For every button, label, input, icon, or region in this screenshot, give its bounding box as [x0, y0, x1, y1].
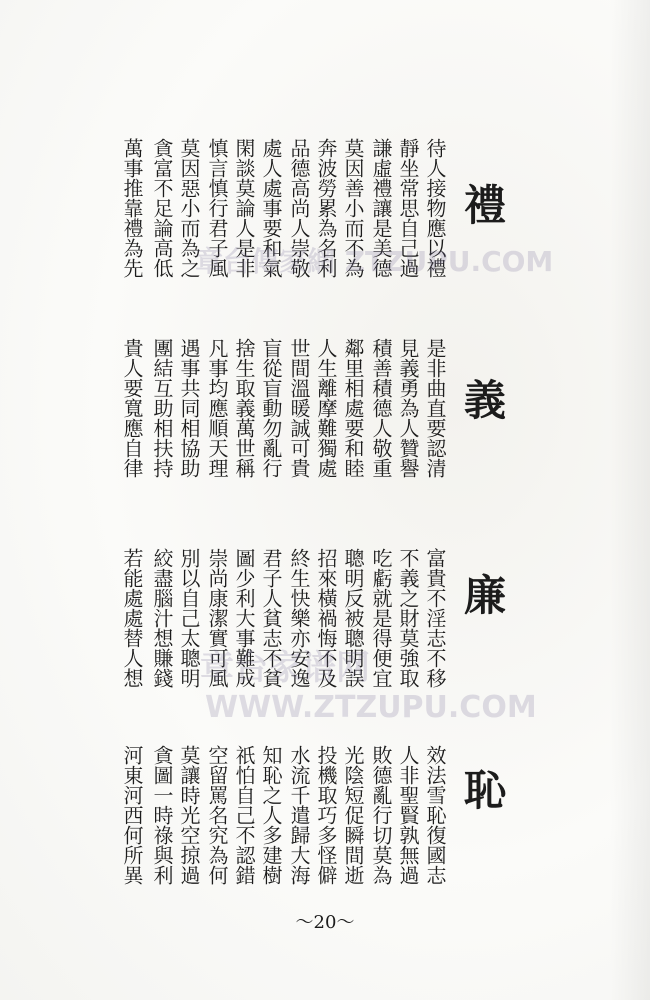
- poem-line: 光陰短促瞬間逝: [341, 745, 365, 885]
- poem-line: 招來橫禍悔不及: [314, 548, 338, 688]
- poem-line: 若能處處替人想: [120, 548, 144, 688]
- poem-line: 慎言慎行君子風: [205, 138, 229, 278]
- poem-line: 君子人貧志不貧: [259, 548, 283, 688]
- poem-line: 貪圖一時祿與利: [150, 745, 174, 885]
- poem-line: 空留罵名究為何: [205, 745, 229, 885]
- poem-line: 河東河西何所異: [120, 745, 144, 885]
- title-char: 恥: [463, 766, 506, 815]
- page-edge-shadow: [610, 0, 650, 1000]
- poem-line: 知恥之人多建樹: [259, 745, 283, 885]
- poem-line: 待人接物應以禮: [423, 138, 447, 278]
- poem-line: 貴人要寬應自律: [120, 338, 144, 478]
- poem-line: 崇尚康潔實可風: [205, 548, 229, 688]
- watermark-top: 章台傳家網 ZTZUPU.COM: [195, 245, 554, 278]
- poem-line: 鄰里相處要和睦: [341, 338, 365, 478]
- poem-line: 圖少利大事難成: [232, 548, 256, 688]
- title-column: [455, 181, 515, 965]
- poem-line: 終生快樂亦安逸: [287, 548, 311, 688]
- poem-line: 靜坐常思自己過: [396, 138, 420, 278]
- poem-line: 莫因善小而不為: [341, 138, 365, 278]
- poem-line: 凡事均應順天理: [205, 338, 229, 478]
- poem-line: 絞盡腦汁想賺錢: [150, 548, 174, 688]
- poem-line: 見義勇為人贊譽: [396, 338, 420, 478]
- poem-line: 處人處事要和氣: [259, 138, 283, 278]
- page-number: ～20～: [295, 912, 355, 933]
- poem-line: 是非曲直要認清: [423, 338, 447, 478]
- poem-line: 富貴不淫志不移: [423, 548, 447, 688]
- poem-line: 遇事共同相協助: [177, 338, 201, 478]
- poem-line: 人生離摩難獨處: [314, 338, 338, 478]
- poem-line: 萬事推靠禮為先: [120, 138, 144, 278]
- poem-line: 莫讓時光空掠過: [177, 745, 201, 885]
- poem-line: 捨生取義萬世稱: [232, 338, 256, 478]
- watermark-bottom-cn: 章台家谱网: [200, 648, 370, 688]
- poem-line: 莫因惡小而為之: [177, 138, 201, 278]
- poem-line: 奔波勞累為名利: [314, 138, 338, 278]
- poem-line: 團結互助相扶持: [150, 338, 174, 478]
- poem-line: 敗德亂行切莫為: [369, 745, 393, 885]
- poem-line: 貪富不足論高低: [150, 138, 174, 278]
- poem-line: 謙虛禮讓是美德: [369, 138, 393, 278]
- poem-line: 積善積德人敬重: [369, 338, 393, 478]
- poem-line: 祇怕自己不認錯: [232, 745, 256, 885]
- poem-line: 人非聖賢孰無過: [396, 745, 420, 885]
- poem-line: 閑談莫論人是非: [232, 138, 256, 278]
- title-char: 廉: [463, 571, 506, 620]
- poem-line: 盲從盲動勿亂行: [259, 338, 283, 478]
- poem-line: 聰明反被聰明誤: [341, 548, 365, 688]
- poem-line: 效法雪恥復國志: [423, 745, 447, 885]
- watermark-bottom-en: WWW.ZTZUPU.COM: [205, 690, 537, 725]
- poem-line: 世間溫暖誠可貴: [287, 338, 311, 478]
- poem-line: 不義之財莫強取: [396, 548, 420, 688]
- title-char: 禮: [463, 181, 506, 230]
- poem-line: 吃虧就是得便宜: [369, 548, 393, 688]
- title-char: 義: [463, 376, 506, 425]
- poem-line: 水流千遣歸大海: [287, 745, 311, 885]
- poem-line: 品德高尚人崇敬: [287, 138, 311, 278]
- poem-line: 投機取巧多怪僻: [314, 745, 338, 885]
- poem-line: 別以自己太聰明: [177, 548, 201, 688]
